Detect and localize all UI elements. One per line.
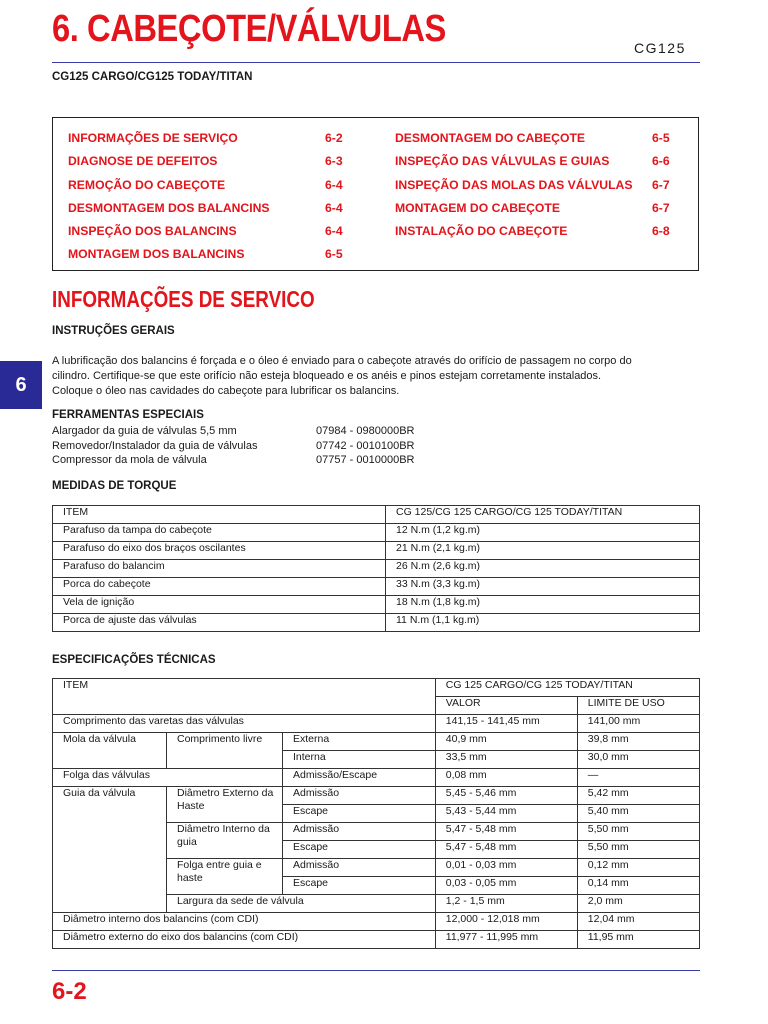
cell: Guia da válvula (53, 787, 167, 913)
cell: Diâmetro externo do eixo dos balancins (com CDI) (53, 931, 436, 949)
toc-item[interactable]: DESMONTAGEM DOS BALANCINS (68, 201, 270, 215)
page-title: 6. CABEÇOTE/VÁLVULAS (52, 8, 446, 50)
cell: Mola da válvula (53, 733, 167, 769)
cell: Diâmetro Interno da guia (167, 823, 283, 859)
table-row (53, 769, 700, 787)
cell: Interna (283, 751, 436, 769)
table-header-row (53, 679, 700, 697)
table-row (53, 715, 700, 733)
toc-item[interactable]: INSTALAÇÃO DO CABEÇOTE (395, 224, 568, 238)
cell: Largura da sede de válvula (167, 895, 436, 913)
cell: Admissão (283, 823, 436, 841)
toc-page: 6-4 (325, 201, 343, 215)
cell: 5,42 mm (577, 787, 699, 805)
torque-table (52, 505, 700, 632)
cell: 5,43 - 5,44 mm (435, 805, 577, 823)
model-code: CG125 (634, 40, 686, 56)
header-cell: LIMITE DE USO (577, 697, 699, 715)
cell: 33,5 mm (435, 751, 577, 769)
cell: Vela de ignição (53, 596, 386, 614)
tool-name: Alargador da guia de válvulas 5,5 mm (52, 425, 237, 437)
cell: 40,9 mm (435, 733, 577, 751)
table-row (53, 542, 700, 560)
table-row (53, 560, 700, 578)
cell: 21 N.m (2,1 kg.m) (386, 542, 700, 560)
cell: 2,0 mm (577, 895, 699, 913)
cell: Escape (283, 805, 436, 823)
table-row (53, 733, 700, 751)
table-row (53, 524, 700, 542)
table-row (53, 596, 700, 614)
general-instructions-text (52, 354, 632, 399)
toc-page: 6-7 (652, 201, 670, 215)
toc-page: 6-4 (325, 224, 343, 238)
cell: 18 N.m (1,8 kg.m) (386, 596, 700, 614)
cell: 5,47 - 5,48 mm (435, 841, 577, 859)
toc-page: 6-6 (652, 154, 670, 168)
toc-page: 6-5 (652, 131, 670, 145)
cell: 26 N.m (2,6 kg.m) (386, 560, 700, 578)
cell: 0,08 mm (435, 769, 577, 787)
tool-code: 07757 - 0010000BR (316, 454, 415, 466)
toc-item[interactable]: MONTAGEM DOS BALANCINS (68, 247, 245, 261)
cell: Comprimento livre (167, 733, 283, 769)
table-header-row (53, 506, 700, 524)
cell: 5,50 mm (577, 841, 699, 859)
cell: 30,0 mm (577, 751, 699, 769)
toc-page: 6-8 (652, 224, 670, 238)
toc-item[interactable]: DESMONTAGEM DO CABEÇOTE (395, 131, 586, 145)
cell: 0,12 mm (577, 859, 699, 877)
cell: — (577, 769, 699, 787)
cell: 11,977 - 11,995 mm (435, 931, 577, 949)
cell: 0,01 - 0,03 mm (435, 859, 577, 877)
specifications-heading: ESPECIFICAÇÕES TÉCNICAS (52, 654, 216, 666)
cell: Parafuso do balancim (53, 560, 386, 578)
header-cell: ITEM (53, 679, 436, 715)
paragraph-line: A lubrificação dos balancins é forçada e o óleo é enviado para o cabeçote através do orifício de passagem no corpo do (52, 355, 632, 367)
cell: 141,00 mm (577, 715, 699, 733)
cell: Externa (283, 733, 436, 751)
table-row (53, 931, 700, 949)
cell: 12,04 mm (577, 913, 699, 931)
cell: 5,45 - 5,46 mm (435, 787, 577, 805)
section-title: INFORMAÇÕES DE SERVICO (52, 286, 315, 312)
chapter-tab[interactable]: 6 (0, 361, 42, 409)
paragraph-line: Coloque o óleo nas cavidades do cabeçote para lubrificar os balancins. (52, 385, 400, 397)
special-tools-codes (316, 424, 414, 468)
tool-code: 07984 - 0980000BR (316, 425, 415, 437)
special-tools-heading: FERRAMENTAS ESPECIAIS (52, 409, 204, 421)
cell: Comprimento das varetas das válvulas (53, 715, 436, 733)
general-instructions-heading: INSTRUÇÕES GERAIS (52, 325, 175, 337)
paragraph-line: cilindro. Certifique-se que este orifício não esteja bloqueado e os anéis e pinos estejam corretamente instalados. (52, 370, 602, 382)
specifications-table (52, 678, 700, 949)
cell: Admissão (283, 787, 436, 805)
cell: 5,47 - 5,48 mm (435, 823, 577, 841)
cell: Escape (283, 877, 436, 895)
toc-page: 6-3 (325, 154, 343, 168)
page-number: 6-2 (52, 978, 87, 1005)
cell: 33 N.m (3,3 kg.m) (386, 578, 700, 596)
toc-item[interactable]: INSPEÇÃO DAS MOLAS DAS VÁLVULAS (395, 178, 633, 192)
cell: Porca de ajuste das válvulas (53, 614, 386, 632)
cell: Parafuso do eixo dos braços oscilantes (53, 542, 386, 560)
cell: 5,50 mm (577, 823, 699, 841)
tool-name: Removedor/Instalador da guia de válvulas (52, 439, 258, 452)
cell: 5,40 mm (577, 805, 699, 823)
cell: Admissão/Escape (283, 769, 436, 787)
table-row (53, 578, 700, 596)
torque-heading: MEDIDAS DE TORQUE (52, 480, 177, 492)
table-row (53, 913, 700, 931)
cell: Admissão (283, 859, 436, 877)
cell: 141,15 - 141,45 mm (435, 715, 577, 733)
cell: 0,03 - 0,05 mm (435, 877, 577, 895)
header-cell: CG 125/CG 125 CARGO/CG 125 TODAY/TITAN (386, 506, 700, 524)
special-tools-list (52, 424, 257, 468)
header-cell: VALOR (435, 697, 577, 715)
header-cell: ITEM (53, 506, 386, 524)
toc-item[interactable]: INSPEÇÃO DOS BALANCINS (68, 224, 237, 238)
cell: Folga das válvulas (53, 769, 283, 787)
toc-item[interactable]: DIAGNOSE DE DEFEITOS (68, 154, 218, 168)
header-cell: CG 125 CARGO/CG 125 TODAY/TITAN (435, 679, 699, 697)
cell: Parafuso da tampa do cabeçote (53, 524, 386, 542)
tool-name: Compressor da mola de válvula (52, 454, 207, 466)
toc-item[interactable]: REMOÇÃO DO CABEÇOTE (68, 178, 226, 192)
tool-code: 07742 - 0010100BR (316, 439, 415, 452)
cell: Diâmetro interno dos balancins (com CDI) (53, 913, 436, 931)
table-row (53, 787, 700, 805)
cell: Folga entre guia e haste (167, 859, 283, 895)
toc-item[interactable]: INSPEÇÃO DAS VÁLVULAS E GUIAS (395, 154, 610, 168)
toc-page: 6-7 (652, 178, 670, 192)
cell: Escape (283, 841, 436, 859)
footer-divider (52, 970, 700, 971)
table-row (53, 614, 700, 632)
toc-item[interactable]: MONTAGEM DO CABEÇOTE (395, 201, 560, 215)
header-divider (52, 62, 700, 63)
table-of-contents (52, 117, 699, 271)
cell: 0,14 mm (577, 877, 699, 895)
cell: 12,000 - 12,018 mm (435, 913, 577, 931)
cell: 39,8 mm (577, 733, 699, 751)
cell: Porca do cabeçote (53, 578, 386, 596)
cell: 12 N.m (1,2 kg.m) (386, 524, 700, 542)
cell: 11 N.m (1,1 kg.m) (386, 614, 700, 632)
toc-page: 6-5 (325, 247, 343, 261)
cell: 11,95 mm (577, 931, 699, 949)
model-subtitle: CG125 CARGO/CG125 TODAY/TITAN (52, 71, 253, 83)
toc-page: 6-4 (325, 178, 343, 192)
toc-item[interactable]: INFORMAÇÕES DE SERVIÇO (68, 131, 238, 145)
toc-page: 6-2 (325, 131, 343, 145)
cell: Diâmetro Externo da Haste (167, 787, 283, 823)
cell: 1,2 - 1,5 mm (435, 895, 577, 913)
